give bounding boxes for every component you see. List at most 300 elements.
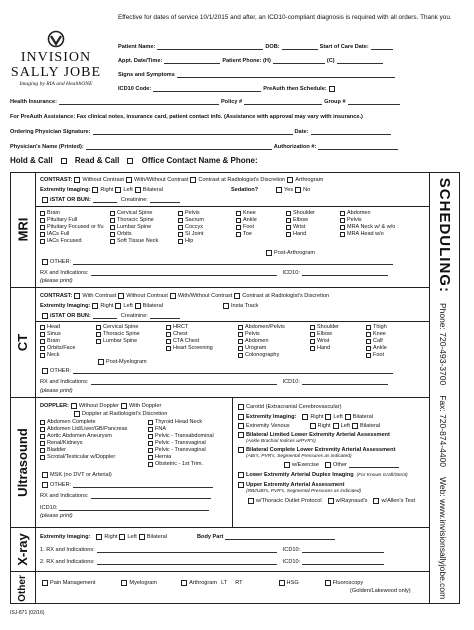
- mri-bilateral-checkbox[interactable]: [135, 187, 141, 193]
- mri-col5-checkbox[interactable]: [286, 225, 291, 230]
- myelogram-checkbox[interactable]: [121, 580, 127, 586]
- hold-call-checkbox[interactable]: [61, 158, 67, 164]
- us-other2-field[interactable]: [349, 463, 399, 468]
- mri-other-checkbox[interactable]: [42, 259, 48, 265]
- scheduling-web[interactable]: Web: www.invisionsallyjobe.com: [438, 476, 449, 599]
- ct-col4-checkbox[interactable]: [238, 346, 243, 351]
- ct-withwithout-checkbox[interactable]: [170, 293, 176, 299]
- mri-col6-item[interactable]: [340, 217, 395, 224]
- mri-col4-item[interactable]: [236, 224, 257, 231]
- mri-col3-item[interactable]: [178, 224, 204, 231]
- mri-col5-item[interactable]: [286, 231, 315, 238]
- us-left2-item[interactable]: [148, 454, 214, 461]
- ct-col1-item[interactable]: [40, 331, 75, 338]
- icd10-field[interactable]: [153, 86, 261, 92]
- ct-bilateral-label: Bilateral: [142, 303, 163, 309]
- us-ext-left-checkbox[interactable]: [325, 414, 331, 420]
- mri-col3-item[interactable]: [178, 210, 204, 217]
- us-label: Ultrasound: [15, 428, 30, 497]
- ct-col1-item[interactable]: [40, 345, 75, 352]
- mri-col5-label: Elbow: [293, 217, 308, 223]
- mri-col3-label: Pelvis: [185, 210, 200, 216]
- ct-col1-item[interactable]: [40, 324, 75, 331]
- auth-field[interactable]: [318, 144, 398, 150]
- mri-col1-checkbox[interactable]: [40, 232, 45, 237]
- us-upper-row: [236, 482, 344, 488]
- mri-col5-item[interactable]: [286, 224, 315, 231]
- ct-rx-field[interactable]: [91, 380, 277, 385]
- scheduling-fax: Fax: 720-874-4400: [438, 394, 449, 467]
- us-raynaud-label: w/Raynaud's: [335, 498, 368, 504]
- mri-rx-field[interactable]: [91, 271, 277, 276]
- us-rx-label: RX and Indications:: [40, 493, 89, 499]
- ct-col4-item[interactable]: [238, 331, 285, 338]
- ct-col3-checkbox[interactable]: [166, 332, 171, 337]
- ct-col5-item[interactable]: [310, 324, 339, 331]
- mri-creatinine-field[interactable]: [150, 198, 180, 203]
- ct-col6-item[interactable]: [366, 331, 387, 338]
- ct-col3-checkbox[interactable]: [166, 325, 171, 330]
- mri-col3-label: SI Joint: [185, 231, 204, 237]
- us-left2-item[interactable]: [148, 426, 214, 433]
- mri-col2-item[interactable]: [110, 224, 158, 231]
- us-thoracic-checkbox[interactable]: [248, 498, 254, 504]
- appt-field[interactable]: [164, 58, 220, 64]
- us-ext-imaging-checkbox[interactable]: [238, 414, 244, 420]
- xray-extremity-label: Extremity Imaging:: [40, 534, 91, 540]
- phone-home-field[interactable]: [273, 58, 325, 64]
- ct-col1-item[interactable]: [40, 352, 75, 359]
- mri-contrast-label: CONTRAST:: [40, 177, 73, 183]
- mri-col6-checkbox[interactable]: [340, 211, 345, 216]
- mri-col4-checkbox[interactable]: [236, 218, 241, 223]
- mri-col2-checkbox[interactable]: [110, 218, 115, 223]
- us-left1-item[interactable]: [40, 440, 127, 447]
- ct-col6-item[interactable]: [366, 324, 387, 331]
- us-venous-right-checkbox[interactable]: [310, 423, 316, 429]
- mri-col4-checkbox[interactable]: [236, 232, 241, 237]
- ct-col1-label: Orbits/Face: [47, 345, 76, 351]
- mri-without-checkbox[interactable]: [74, 177, 80, 183]
- mri-col1-label: IACs Full: [47, 231, 70, 237]
- mri-col4-label: Foot: [243, 224, 255, 230]
- xray-icd10-2-field[interactable]: [302, 560, 384, 565]
- xray-left-label: Left: [127, 534, 137, 540]
- mri-col6-checkbox[interactable]: [340, 225, 345, 230]
- mri-col2-checkbox[interactable]: [110, 239, 115, 244]
- us-icd10-label: ICD10:: [40, 505, 58, 511]
- mri-col6-item[interactable]: [340, 210, 395, 217]
- us-left1-item[interactable]: [40, 447, 127, 454]
- arthrogram-checkbox[interactable]: [181, 580, 187, 586]
- us-doppler-label: DOPPLER:: [40, 403, 69, 409]
- ct-col6-checkbox[interactable]: [366, 332, 371, 337]
- mri-col4-item[interactable]: [236, 217, 257, 224]
- us-ext-right-checkbox[interactable]: [302, 414, 308, 420]
- us-left2-checkbox[interactable]: [148, 448, 153, 453]
- us-left1-item[interactable]: [40, 454, 127, 461]
- ct-col6-checkbox[interactable]: [366, 353, 371, 358]
- ct-col2-item[interactable]: [96, 331, 140, 338]
- mri-col6-label: MRA Head w/o: [347, 231, 384, 237]
- mri-left-label: Left: [123, 187, 133, 193]
- mri-col2-checkbox[interactable]: [110, 225, 115, 230]
- compliance-notice: Effective for dates of service 10/1/2015 and after, an ICD10-compliant diagnosis is required with all orders. Thank you.: [118, 14, 452, 21]
- mri-col3-checkbox[interactable]: [178, 239, 183, 244]
- us-lower-duplex-row: [236, 472, 408, 478]
- scheduling-phone[interactable]: Phone: 720-493-3700: [438, 302, 449, 385]
- physician-name-field[interactable]: [86, 144, 272, 150]
- ct-col6-checkbox[interactable]: [366, 346, 371, 351]
- us-bilat-complete-row: [236, 447, 395, 453]
- xray-rx2-field[interactable]: [97, 560, 277, 565]
- mri-col3-item[interactable]: [178, 217, 204, 224]
- us-left1-item[interactable]: [40, 419, 127, 426]
- us-left2-label: Pelvic - Transvaginal: [155, 440, 206, 446]
- mri-other-row: [40, 259, 393, 265]
- mri-col5-checkbox[interactable]: [286, 232, 291, 237]
- us-left2-checkbox[interactable]: [148, 427, 153, 432]
- mri-col5-label: Shoulder: [293, 210, 316, 216]
- ct-col3-checkbox[interactable]: [166, 346, 171, 351]
- ct-creatinine-label: Creatinine:: [120, 313, 148, 319]
- mri-col6-checkbox[interactable]: [340, 218, 345, 223]
- us-left2-label: Pelvic - Transabdominal: [155, 433, 214, 439]
- mri-col3-label: Hip: [185, 238, 194, 244]
- ct-col5-checkbox[interactable]: [310, 339, 315, 344]
- xray-bilat-checkbox[interactable]: [139, 534, 145, 540]
- us-raynaud-checkbox[interactable]: [328, 498, 334, 504]
- ct-col6-item[interactable]: [366, 352, 387, 359]
- ct-col4-checkbox[interactable]: [238, 332, 243, 337]
- mri-col1-item[interactable]: [40, 217, 104, 224]
- mri-col6-label: MRA Neck w/ & w/o: [347, 224, 396, 230]
- us-other2-label: Other: [333, 462, 348, 468]
- date-field[interactable]: [311, 129, 391, 135]
- us-left1-label: Bladder: [47, 447, 66, 453]
- preauth-checkbox[interactable]: [329, 86, 335, 92]
- us-left2-item[interactable]: [148, 447, 214, 454]
- mri-col6-item[interactable]: [340, 224, 395, 231]
- us-allen-checkbox[interactable]: [373, 498, 379, 504]
- mri-col5-item[interactable]: [286, 217, 315, 224]
- mri-col3-item[interactable]: [178, 238, 204, 245]
- us-left1-checkbox[interactable]: [40, 420, 45, 425]
- mri-col1-item[interactable]: [40, 231, 104, 238]
- ct-withwithout-label: With/Without Contrast: [177, 293, 233, 299]
- fluoroscopy-checkbox[interactable]: [325, 580, 331, 586]
- mri-col1-item[interactable]: [40, 238, 104, 245]
- mri-col2-item[interactable]: [110, 231, 158, 238]
- us-lower-duplex-label: Lower Extremity Arterial Duplex Imaging: [246, 472, 354, 478]
- hsg-checkbox[interactable]: [279, 580, 285, 586]
- us-left2-checkbox[interactable]: [148, 434, 153, 439]
- us-other-row: [40, 482, 213, 488]
- mri-col5-checkbox[interactable]: [286, 211, 291, 216]
- mri-col1-item[interactable]: [40, 210, 104, 217]
- patient-phone-label: Patient Phone: (H): [222, 58, 271, 64]
- us-exercise-label: w/Exercise: [292, 462, 320, 468]
- ct-col3-item[interactable]: [166, 345, 213, 352]
- mri-col6-item[interactable]: [340, 231, 395, 238]
- mri-col4-item[interactable]: [236, 210, 257, 217]
- xray-rx1-field[interactable]: [97, 548, 277, 553]
- mri-col3-checkbox[interactable]: [178, 232, 183, 237]
- ct-col1-checkbox[interactable]: [40, 332, 45, 337]
- ct-col4-label: Colonography: [245, 352, 280, 358]
- us-left2-checkbox[interactable]: [148, 420, 153, 425]
- us-left1-label: Abdomen Complete: [47, 419, 96, 425]
- ct-istat-field[interactable]: [93, 314, 117, 319]
- ct-col6-checkbox[interactable]: [366, 339, 371, 344]
- us-left2-item[interactable]: [148, 433, 214, 440]
- mri-withwithout-label: With/Without Contrast: [134, 177, 189, 183]
- mri-col1-checkbox[interactable]: [40, 211, 45, 216]
- mri-print-note: (please print): [40, 278, 73, 284]
- mri-col1-checkbox[interactable]: [40, 218, 45, 223]
- ct-col2-checkbox[interactable]: [96, 325, 101, 330]
- ct-insta-checkbox[interactable]: [223, 303, 229, 309]
- mri-left-checkbox[interactable]: [115, 187, 121, 193]
- us-bilat-limited-row: [236, 432, 390, 438]
- ct-col5-item[interactable]: [310, 331, 339, 338]
- health-ins-field[interactable]: [59, 99, 219, 105]
- mri-col3-checkbox[interactable]: [178, 211, 183, 216]
- ct-col2-checkbox[interactable]: [96, 332, 101, 337]
- mri-withwithout-checkbox[interactable]: [126, 177, 132, 183]
- mri-col1-checkbox[interactable]: [40, 225, 45, 230]
- us-bilat-complete-checkbox[interactable]: [238, 447, 244, 453]
- ct-col3-checkbox[interactable]: [166, 339, 171, 344]
- us-rx-field[interactable]: [91, 494, 211, 499]
- xray-icd10-1-field[interactable]: [302, 548, 384, 553]
- ct-col2-checkbox[interactable]: [96, 339, 101, 344]
- mri-col2-item[interactable]: [110, 238, 158, 245]
- us-left2-item[interactable]: [148, 440, 214, 447]
- ct-bilateral-checkbox[interactable]: [135, 303, 141, 309]
- dob-field[interactable]: [282, 44, 318, 50]
- us-left1-label: Abdomen Ltd/Liver/GB/Pancreas: [47, 426, 128, 432]
- us-venous-bilat-checkbox[interactable]: [352, 423, 358, 429]
- mri-extremity-label: Extremity Imaging:: [40, 187, 91, 193]
- mri-col5-item[interactable]: [286, 210, 315, 217]
- ct-col5-checkbox[interactable]: [310, 332, 315, 337]
- mri-col6-checkbox[interactable]: [340, 232, 345, 237]
- us-venous-right-label: Right: [317, 423, 331, 429]
- ct-col5-label: Hand: [317, 345, 331, 351]
- ct-col4-checkbox[interactable]: [238, 353, 243, 358]
- us-upper-checkbox[interactable]: [238, 482, 244, 488]
- ordering-sig-field[interactable]: [93, 129, 293, 135]
- mri-icd10-field[interactable]: [302, 271, 388, 276]
- ct-col3-item[interactable]: [166, 324, 213, 331]
- ct-col4-item[interactable]: [238, 338, 285, 345]
- ct-label-cell: [10, 288, 36, 397]
- mri-col4-item[interactable]: [236, 231, 257, 238]
- ct-col2-label: Cervical Spine: [103, 324, 139, 330]
- us-icd10-field[interactable]: [59, 506, 209, 511]
- xray-bilat-label: Bilateral: [146, 534, 167, 540]
- mri-sedation-no-checkbox[interactable]: [295, 187, 301, 193]
- us-bilat-limited-checkbox[interactable]: [238, 432, 244, 438]
- us-left2-item[interactable]: [148, 461, 214, 468]
- ct-col3-label: HRCT: [173, 324, 189, 330]
- mri-istat-checkbox[interactable]: [42, 197, 48, 203]
- ct-istat-checkbox[interactable]: [42, 313, 48, 319]
- auth-label: Authorization #:: [273, 144, 317, 150]
- ct-col6-item[interactable]: [366, 345, 387, 352]
- us-left1-checkbox[interactable]: [40, 455, 45, 460]
- mri-right-checkbox[interactable]: [92, 187, 98, 193]
- mri-arthrogram-checkbox[interactable]: [287, 177, 293, 183]
- ct-col1-checkbox[interactable]: [40, 339, 45, 344]
- ct-right-checkbox[interactable]: [92, 303, 98, 309]
- xray-right-checkbox[interactable]: [96, 534, 102, 540]
- ct-col-2: [96, 324, 140, 345]
- patient-name-field[interactable]: [157, 44, 263, 50]
- mri-post-arthro-checkbox[interactable]: [266, 250, 272, 256]
- ct-istat-label: iSTAT OR BUN:: [50, 313, 91, 319]
- header-row-4: [118, 86, 337, 92]
- mri-col3-checkbox[interactable]: [178, 218, 183, 223]
- mri-col4-checkbox[interactable]: [236, 225, 241, 230]
- mri-col1-item[interactable]: [40, 224, 104, 231]
- logo-subtitle: Imaging by RIA and HealthONE: [19, 81, 93, 87]
- ct-col6-item[interactable]: [366, 338, 387, 345]
- us-other-checkbox[interactable]: [42, 482, 48, 488]
- mri-col2-checkbox[interactable]: [110, 232, 115, 237]
- ct-col5-item[interactable]: [310, 345, 339, 352]
- ct-col5-checkbox[interactable]: [310, 325, 315, 330]
- mri-discretion-checkbox[interactable]: [190, 177, 196, 183]
- ct-col5-checkbox[interactable]: [310, 346, 315, 351]
- us-with-doppler-checkbox[interactable]: [121, 403, 127, 409]
- ct-col4-checkbox[interactable]: [238, 325, 243, 330]
- us-msk-checkbox[interactable]: [42, 472, 48, 478]
- us-doppler-discretion-checkbox[interactable]: [74, 411, 80, 417]
- us-carotid-checkbox[interactable]: [238, 404, 244, 410]
- ct-col3-label: Chest: [173, 331, 188, 337]
- mri-col2-item[interactable]: [110, 217, 158, 224]
- mri-istat-label: iSTAT OR BUN:: [50, 197, 91, 203]
- mri-sedation-yes-checkbox[interactable]: [276, 187, 282, 193]
- us-exercise-checkbox[interactable]: [284, 462, 290, 468]
- us-left1-checkbox[interactable]: [40, 448, 45, 453]
- xray-label-cell: [10, 528, 36, 571]
- ct-discretion-checkbox[interactable]: [234, 293, 240, 299]
- ct-col3-item[interactable]: [166, 331, 213, 338]
- mri-col1-checkbox[interactable]: [40, 239, 45, 244]
- us-other-field[interactable]: [73, 483, 213, 488]
- us-left2-checkbox[interactable]: [148, 441, 153, 446]
- ct-col6-label: Foot: [373, 352, 385, 358]
- ct-col4-item[interactable]: [238, 352, 285, 359]
- us-bilat-limited-sub: (Ankle Brachial Indices w/PVR's): [246, 439, 316, 444]
- phone-cell-field[interactable]: [337, 58, 383, 64]
- ct-other-checkbox[interactable]: [42, 368, 48, 374]
- us-ext-venous-label: Extremity Venous: [246, 423, 290, 429]
- ct-creatinine-field[interactable]: [150, 314, 180, 319]
- us-ext-venous-checkbox[interactable]: [238, 423, 244, 429]
- ct-with-checkbox[interactable]: [74, 293, 80, 299]
- us-left2-item[interactable]: [148, 419, 214, 426]
- ct-col1-checkbox[interactable]: [40, 353, 45, 358]
- mri-extremity-row: [40, 187, 310, 193]
- group-field[interactable]: [348, 99, 400, 105]
- ct-col4-checkbox[interactable]: [238, 339, 243, 344]
- read-call-checkbox[interactable]: [127, 158, 133, 164]
- xray-left-checkbox[interactable]: [119, 534, 125, 540]
- xray-body-part-field[interactable]: [225, 535, 335, 540]
- mri-col2-checkbox[interactable]: [110, 211, 115, 216]
- us-left1-label: Aortic Abdomen Aneurysm: [47, 433, 112, 439]
- ct-without-checkbox[interactable]: [118, 293, 124, 299]
- ct-col2-item[interactable]: [96, 324, 140, 331]
- us-ext-bilat-checkbox[interactable]: [345, 414, 351, 420]
- office-contact-label: Office Contact Name & Phone:: [141, 156, 258, 165]
- us-left1-label: Scrotal/Testicular w/Doppler: [47, 454, 116, 460]
- ct-section: [10, 288, 430, 398]
- us-without-doppler-checkbox[interactable]: [71, 403, 77, 409]
- pain-mgmt-checkbox[interactable]: [42, 580, 48, 586]
- logo-line-1: INVISION: [20, 50, 92, 65]
- signs-field[interactable]: [177, 72, 395, 78]
- ct-col3-item[interactable]: [166, 338, 213, 345]
- ct-left-checkbox[interactable]: [115, 303, 121, 309]
- us-left2-label: Hernia: [155, 454, 172, 460]
- ct-col2-item[interactable]: [96, 338, 140, 345]
- us-left1-checkbox[interactable]: [40, 441, 45, 446]
- ct-col4-item[interactable]: [238, 345, 285, 352]
- ct-col1-checkbox[interactable]: [40, 325, 45, 330]
- us-left2-checkbox[interactable]: [148, 455, 153, 460]
- ct-col4-item[interactable]: [238, 324, 285, 331]
- logo-line-2: SALLY JOBE: [10, 65, 102, 80]
- us-left1-item[interactable]: [40, 426, 127, 433]
- mri-col3-item[interactable]: [178, 231, 204, 238]
- ct-col5-item[interactable]: [310, 338, 339, 345]
- ct-rx-label: RX and Indications:: [40, 379, 89, 385]
- us-left1-checkbox[interactable]: [40, 434, 45, 439]
- ct-col1-checkbox[interactable]: [40, 346, 45, 351]
- policy-field[interactable]: [244, 99, 322, 105]
- ct-col6-checkbox[interactable]: [366, 325, 371, 330]
- ct-rx-row: [40, 379, 388, 385]
- ct-other-field[interactable]: [73, 369, 393, 374]
- mri-col4-checkbox[interactable]: [236, 211, 241, 216]
- start-care-field[interactable]: [371, 44, 393, 50]
- us-left2-checkbox[interactable]: [148, 462, 153, 467]
- ct-post-myelo-checkbox[interactable]: [98, 359, 104, 365]
- us-left1-checkbox[interactable]: [40, 427, 45, 432]
- us-lower-duplex-checkbox[interactable]: [238, 472, 244, 478]
- mri-col3-checkbox[interactable]: [178, 225, 183, 230]
- mri-col5-checkbox[interactable]: [286, 218, 291, 223]
- xray-rx1-row: [40, 547, 384, 553]
- ct-col6-label: Knee: [373, 331, 386, 337]
- mri-other-field[interactable]: [73, 260, 393, 265]
- mri-col2-item[interactable]: [110, 210, 158, 217]
- hold-call-label: Hold & Call: [10, 156, 53, 165]
- us-other2-checkbox[interactable]: [325, 462, 331, 468]
- ct-icd10-field[interactable]: [302, 380, 388, 385]
- us-venous-left-checkbox[interactable]: [333, 423, 339, 429]
- us-other-label: OTHER:: [50, 482, 72, 488]
- us-left1-item[interactable]: [40, 433, 127, 440]
- ct-col1-item[interactable]: [40, 338, 75, 345]
- ultrasound-section: [10, 398, 430, 528]
- mri-istat-field[interactable]: [93, 198, 117, 203]
